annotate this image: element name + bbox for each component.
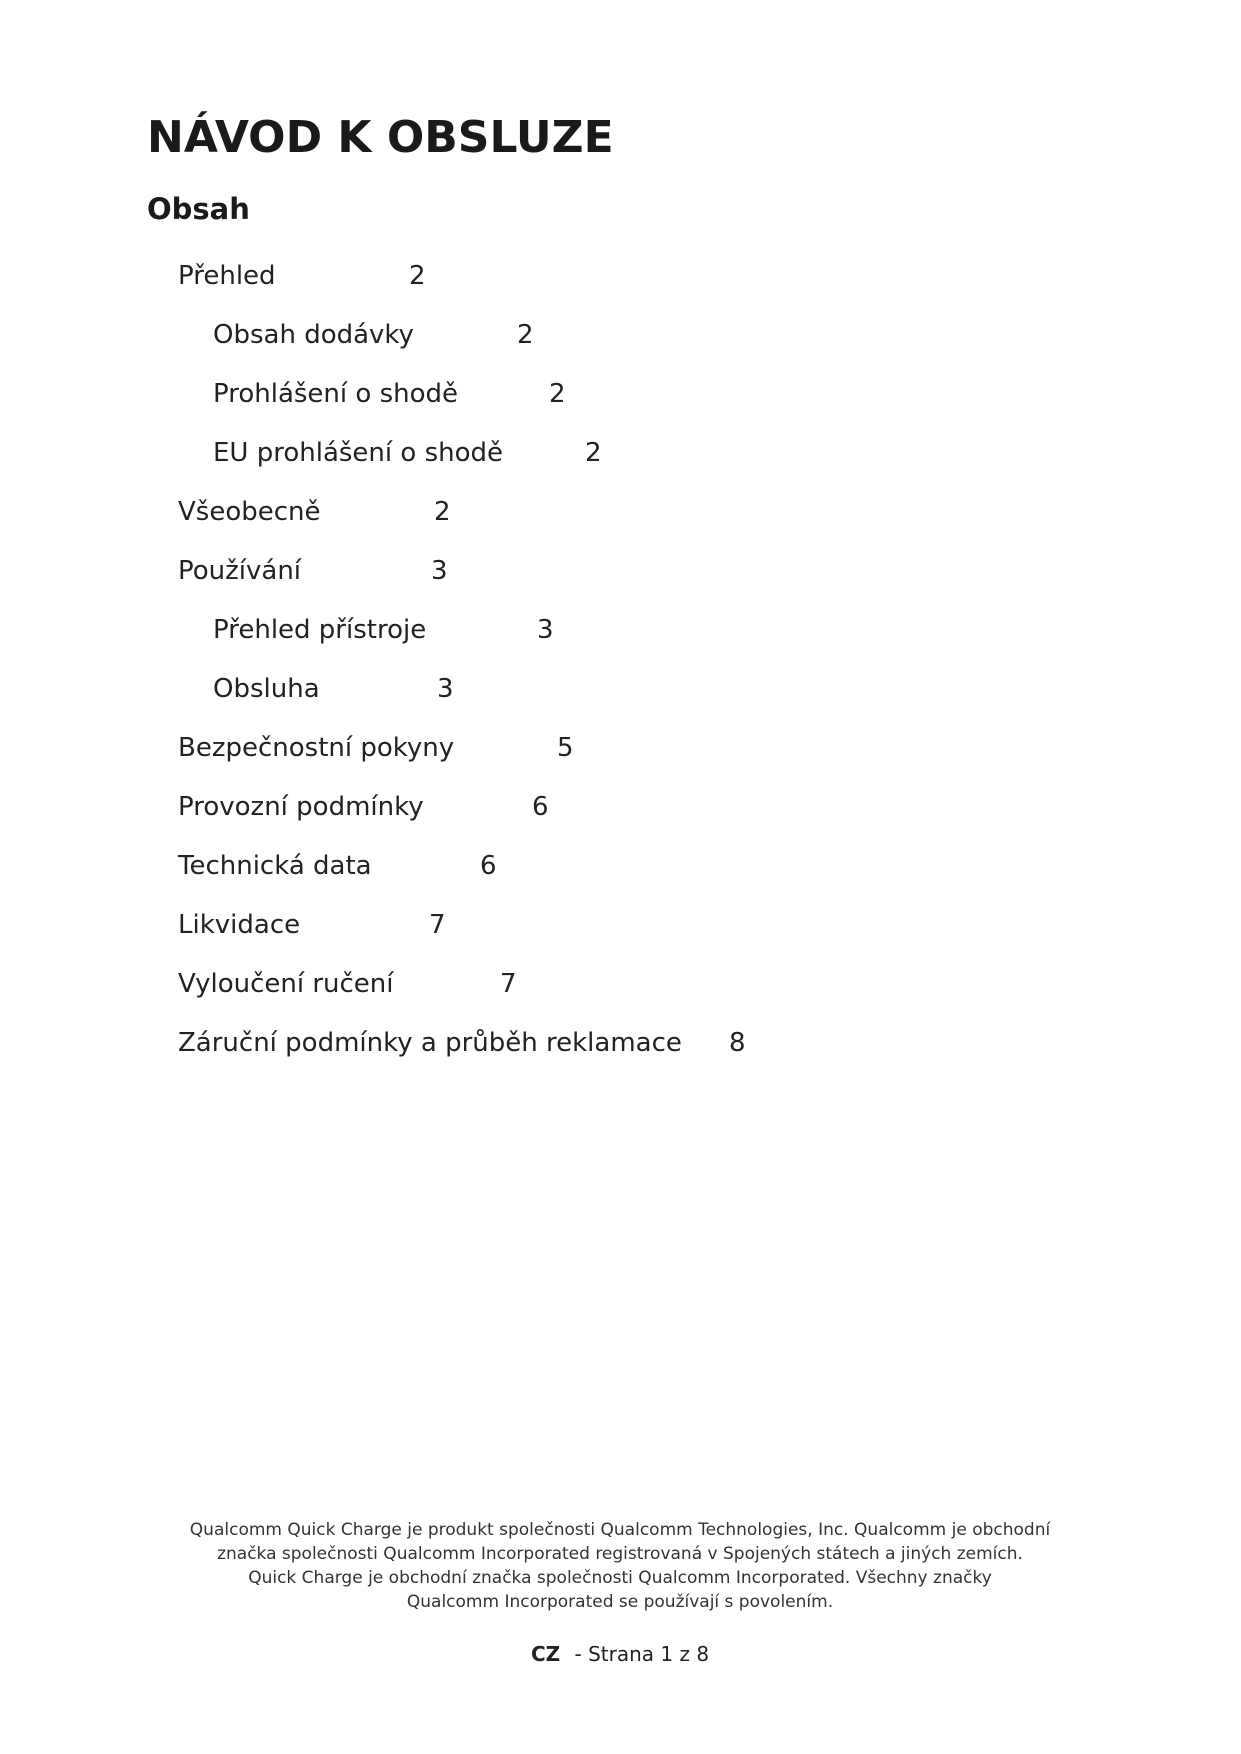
toc-entry-label: Přehled: [178, 261, 276, 291]
toc-entry-page-number: 2: [549, 379, 566, 409]
toc-entry-label: Provozní podmínky: [178, 792, 424, 822]
toc-entry-label: EU prohlášení o shodě: [213, 438, 503, 468]
toc-entry-page-number: 2: [517, 320, 534, 350]
document-title: NÁVOD K OBSLUZE: [147, 112, 614, 163]
toc-entry-page-number: 3: [537, 615, 554, 645]
toc-entry-label: Všeobecně: [178, 497, 321, 527]
toc-entry-page-number: 6: [532, 792, 549, 822]
trademark-notice: [140, 1518, 1100, 1614]
toc-entry-label: Obsah dodávky: [213, 320, 414, 350]
toc-entry-page-number: 7: [500, 969, 517, 999]
toc-entry-label: Obsluha: [213, 674, 320, 704]
language-code: CZ: [530, 1642, 561, 1666]
toc-entry-page-number: 2: [434, 497, 451, 527]
trademark-line: Qualcomm Incorporated se používají s povolením.: [406, 1592, 834, 1612]
trademark-line: Quick Charge je obchodní značka společnosti Qualcomm Incorporated. Všechny značky: [248, 1568, 992, 1588]
toc-entry-label: Technická data: [178, 851, 372, 881]
toc-entry-page-number: 2: [585, 438, 602, 468]
toc-entry-page-number: 6: [480, 851, 497, 881]
toc-entry-label: Likvidace: [178, 910, 301, 940]
toc-entry-label: Používání: [178, 556, 302, 586]
toc-entry-label: Vyloučení ručení: [178, 969, 394, 999]
toc-entry-page-number: 5: [557, 733, 574, 763]
toc-entry-page-number: 3: [437, 674, 454, 704]
page-number-label: - Strana 1 z 8: [574, 1642, 710, 1666]
toc-entry-label: Bezpečnostní pokyny: [178, 733, 455, 763]
toc-entry-label: Prohlášení o shodě: [213, 379, 458, 409]
toc-entry-page-number: 2: [409, 261, 426, 291]
toc-entry-page-number: 3: [431, 556, 448, 586]
toc-entry-page-number: 8: [729, 1028, 746, 1058]
toc-heading: Obsah: [147, 192, 250, 226]
toc-entry-label: Přehled přístroje: [213, 615, 427, 645]
trademark-line: Qualcomm Quick Charge je produkt společnosti Qualcomm Technologies, Inc. Qualcomm je obchodní: [189, 1520, 1051, 1540]
page-footer: [400, 1642, 840, 1666]
toc-entry-page-number: 7: [429, 910, 446, 940]
toc-entry-label: Záruční podmínky a průběh reklamace: [178, 1028, 682, 1058]
trademark-line: značka společnosti Qualcomm Incorporated registrovaná v Spojených státech a jiných zemích.: [217, 1544, 1023, 1564]
